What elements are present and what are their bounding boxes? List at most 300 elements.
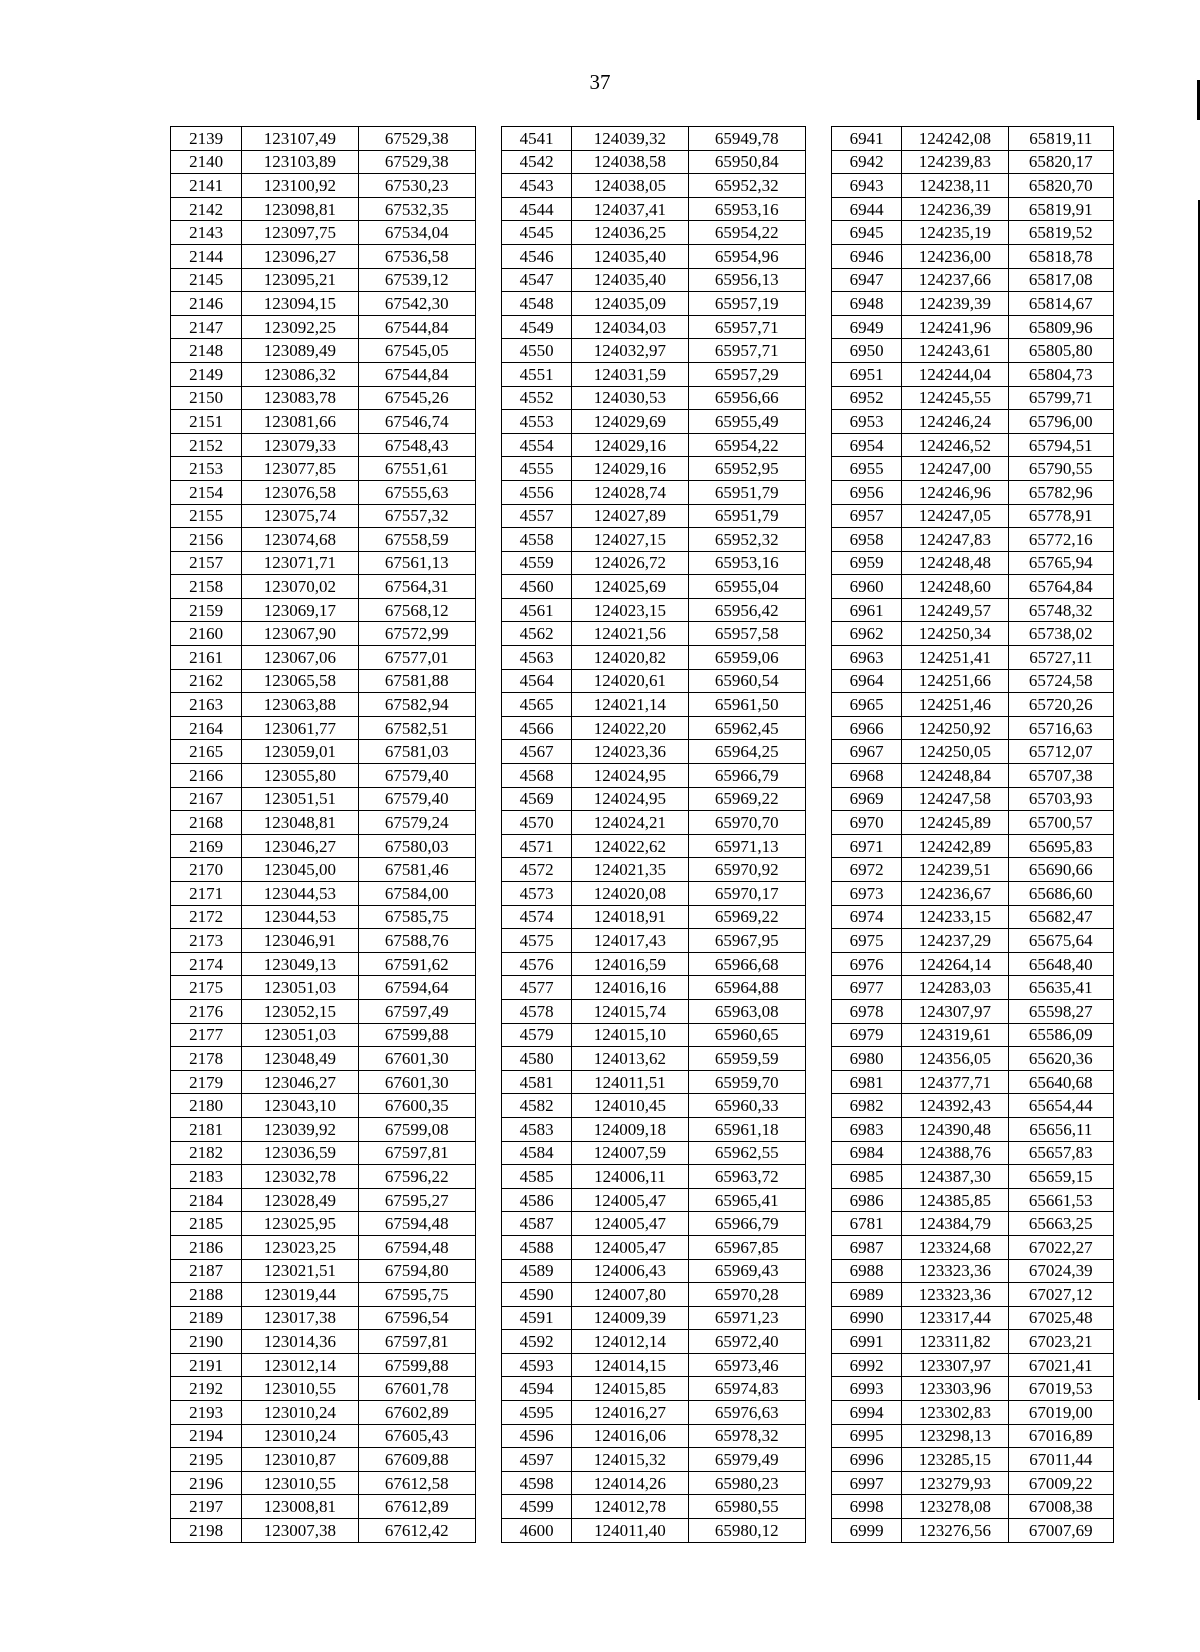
point-number-cell: 4563 [502,646,572,670]
point-number-cell: 4598 [502,1471,572,1495]
x-coordinate-cell: 124010,45 [572,1094,688,1118]
column-separator [805,693,831,717]
x-coordinate-cell: 123077,85 [242,457,358,481]
x-coordinate-cell: 123307,97 [902,1353,1008,1377]
point-number-cell: 2160 [171,622,242,646]
column-separator [475,197,501,221]
y-coordinate-cell: 65707,38 [1008,764,1113,788]
y-coordinate-cell: 65648,40 [1008,952,1113,976]
table-row [171,834,1114,858]
point-number-cell: 2146 [171,292,242,316]
x-coordinate-cell: 124034,03 [572,315,688,339]
x-coordinate-cell: 124250,92 [902,716,1008,740]
column-separator [805,1519,831,1543]
x-coordinate-cell: 124022,62 [572,834,688,858]
table-row [171,1212,1114,1236]
point-number-cell: 6968 [832,764,902,788]
point-number-cell: 4574 [502,905,572,929]
point-number-cell: 4573 [502,882,572,906]
column-separator [805,1306,831,1330]
y-coordinate-cell: 67579,24 [358,811,475,835]
column-separator [475,244,501,268]
y-coordinate-cell: 67019,00 [1008,1401,1113,1425]
table-row [171,1448,1114,1472]
y-coordinate-cell: 65657,83 [1008,1141,1113,1165]
y-coordinate-cell: 65700,57 [1008,811,1113,835]
point-number-cell: 6983 [832,1117,902,1141]
x-coordinate-cell: 123023,25 [242,1235,358,1259]
column-separator [475,457,501,481]
y-coordinate-cell: 67597,49 [358,999,475,1023]
y-coordinate-cell: 65980,55 [688,1495,805,1519]
point-number-cell: 4553 [502,410,572,434]
x-coordinate-cell: 124029,16 [572,457,688,481]
point-number-cell: 6964 [832,669,902,693]
x-coordinate-cell: 123071,71 [242,551,358,575]
x-coordinate-cell: 124015,32 [572,1448,688,1472]
column-separator [475,811,501,835]
point-number-cell: 4585 [502,1165,572,1189]
column-separator [805,929,831,953]
column-separator [805,834,831,858]
y-coordinate-cell: 65971,23 [688,1306,805,1330]
point-number-cell: 4568 [502,764,572,788]
y-coordinate-cell: 67545,26 [358,386,475,410]
point-number-cell: 6996 [832,1448,902,1472]
y-coordinate-cell: 67564,31 [358,575,475,599]
point-number-cell: 4554 [502,433,572,457]
point-number-cell: 2182 [171,1141,242,1165]
point-number-cell: 4591 [502,1306,572,1330]
point-number-cell: 2198 [171,1519,242,1543]
x-coordinate-cell: 124251,66 [902,669,1008,693]
x-coordinate-cell: 124233,15 [902,905,1008,929]
y-coordinate-cell: 67596,22 [358,1165,475,1189]
x-coordinate-cell: 124036,25 [572,221,688,245]
y-coordinate-cell: 67022,27 [1008,1235,1113,1259]
y-coordinate-cell: 65957,29 [688,362,805,386]
column-separator [475,858,501,882]
y-coordinate-cell: 67601,30 [358,1047,475,1071]
x-coordinate-cell: 124239,39 [902,292,1008,316]
point-number-cell: 6975 [832,929,902,953]
point-number-cell: 2147 [171,315,242,339]
table-row [171,811,1114,835]
x-coordinate-cell: 123276,56 [902,1519,1008,1543]
point-number-cell: 4594 [502,1377,572,1401]
table-row [171,410,1114,434]
point-number-cell: 2191 [171,1353,242,1377]
x-coordinate-cell: 124035,40 [572,244,688,268]
x-coordinate-cell: 123046,91 [242,929,358,953]
column-separator [805,1188,831,1212]
table-row [171,858,1114,882]
y-coordinate-cell: 65817,08 [1008,268,1113,292]
point-number-cell: 4597 [502,1448,572,1472]
table-row [171,1165,1114,1189]
column-separator [475,1165,501,1189]
table-row [171,362,1114,386]
x-coordinate-cell: 123051,03 [242,976,358,1000]
column-separator [805,221,831,245]
point-number-cell: 2186 [171,1235,242,1259]
x-coordinate-cell: 124026,72 [572,551,688,575]
column-separator [805,1424,831,1448]
x-coordinate-cell: 124356,05 [902,1047,1008,1071]
y-coordinate-cell: 65964,25 [688,740,805,764]
point-number-cell: 6999 [832,1519,902,1543]
column-separator [805,528,831,552]
point-number-cell: 6963 [832,646,902,670]
y-coordinate-cell: 67027,12 [1008,1283,1113,1307]
x-coordinate-cell: 123303,96 [902,1377,1008,1401]
y-coordinate-cell: 67612,42 [358,1519,475,1543]
column-separator [805,1401,831,1425]
y-coordinate-cell: 65970,70 [688,811,805,835]
x-coordinate-cell: 124377,71 [902,1070,1008,1094]
y-coordinate-cell: 65954,22 [688,433,805,457]
y-coordinate-cell: 65818,78 [1008,244,1113,268]
column-separator [475,622,501,646]
y-coordinate-cell: 67544,84 [358,362,475,386]
point-number-cell: 2141 [171,174,242,198]
x-coordinate-cell: 123045,00 [242,858,358,882]
y-coordinate-cell: 67612,58 [358,1471,475,1495]
x-coordinate-cell: 124319,61 [902,1023,1008,1047]
x-coordinate-cell: 123103,89 [242,150,358,174]
point-number-cell: 6982 [832,1094,902,1118]
x-coordinate-cell: 123010,24 [242,1401,358,1425]
x-coordinate-cell: 124246,96 [902,480,1008,504]
column-separator [805,150,831,174]
point-number-cell: 4583 [502,1117,572,1141]
x-coordinate-cell: 124244,04 [902,362,1008,386]
y-coordinate-cell: 67594,64 [358,976,475,1000]
column-separator [805,1117,831,1141]
y-coordinate-cell: 65720,26 [1008,693,1113,717]
point-number-cell: 2167 [171,787,242,811]
column-separator [475,693,501,717]
x-coordinate-cell: 123043,10 [242,1094,358,1118]
table-row [171,1070,1114,1094]
x-coordinate-cell: 124250,05 [902,740,1008,764]
point-number-cell: 4593 [502,1353,572,1377]
y-coordinate-cell: 65640,68 [1008,1070,1113,1094]
x-coordinate-cell: 123017,38 [242,1306,358,1330]
point-number-cell: 2161 [171,646,242,670]
y-coordinate-cell: 65690,66 [1008,858,1113,882]
point-number-cell: 2194 [171,1424,242,1448]
point-number-cell: 2177 [171,1023,242,1047]
x-coordinate-cell: 123098,81 [242,197,358,221]
y-coordinate-cell: 65956,13 [688,268,805,292]
x-coordinate-cell: 123061,77 [242,716,358,740]
y-coordinate-cell: 65748,32 [1008,598,1113,622]
column-separator [805,457,831,481]
x-coordinate-cell: 124031,59 [572,362,688,386]
y-coordinate-cell: 67016,89 [1008,1424,1113,1448]
point-number-cell: 4572 [502,858,572,882]
coordinates-table [170,126,1114,1543]
y-coordinate-cell: 67599,08 [358,1117,475,1141]
x-coordinate-cell: 124245,89 [902,811,1008,835]
x-coordinate-cell: 124027,15 [572,528,688,552]
point-number-cell: 4590 [502,1283,572,1307]
y-coordinate-cell: 67558,59 [358,528,475,552]
table-row [171,740,1114,764]
column-separator [475,669,501,693]
y-coordinate-cell: 65959,06 [688,646,805,670]
table-row [171,598,1114,622]
column-separator [805,622,831,646]
point-number-cell: 6990 [832,1306,902,1330]
point-number-cell: 2181 [171,1117,242,1141]
column-separator [805,551,831,575]
x-coordinate-cell: 124029,16 [572,433,688,457]
column-separator [805,1235,831,1259]
point-number-cell: 6974 [832,905,902,929]
column-separator [805,858,831,882]
x-coordinate-cell: 123014,36 [242,1330,358,1354]
x-coordinate-cell: 124027,89 [572,504,688,528]
point-number-cell: 2163 [171,693,242,717]
y-coordinate-cell: 67602,89 [358,1401,475,1425]
column-separator [475,1212,501,1236]
x-coordinate-cell: 123311,82 [902,1330,1008,1354]
point-number-cell: 6971 [832,834,902,858]
x-coordinate-cell: 123046,27 [242,1070,358,1094]
x-coordinate-cell: 124237,66 [902,268,1008,292]
x-coordinate-cell: 124246,24 [902,410,1008,434]
y-coordinate-cell: 65796,00 [1008,410,1113,434]
x-coordinate-cell: 123025,95 [242,1212,358,1236]
column-separator [805,787,831,811]
point-number-cell: 2140 [171,150,242,174]
y-coordinate-cell: 65953,16 [688,551,805,575]
x-coordinate-cell: 123021,51 [242,1259,358,1283]
y-coordinate-cell: 67568,12 [358,598,475,622]
x-coordinate-cell: 123067,90 [242,622,358,646]
table-row [171,528,1114,552]
column-separator [475,1448,501,1472]
table-row [171,575,1114,599]
column-separator [805,575,831,599]
x-coordinate-cell: 123317,44 [902,1306,1008,1330]
point-number-cell: 4550 [502,339,572,363]
column-separator [475,598,501,622]
point-number-cell: 6957 [832,504,902,528]
page-number: 37 [589,70,611,94]
y-coordinate-cell: 65970,17 [688,882,805,906]
point-number-cell: 2151 [171,410,242,434]
point-number-cell: 2173 [171,929,242,953]
y-coordinate-cell: 67579,40 [358,764,475,788]
x-coordinate-cell: 123010,24 [242,1424,358,1448]
column-separator [475,999,501,1023]
y-coordinate-cell: 65957,71 [688,315,805,339]
table-row [171,315,1114,339]
point-number-cell: 2148 [171,339,242,363]
column-separator [805,976,831,1000]
x-coordinate-cell: 124016,27 [572,1401,688,1425]
point-number-cell: 2190 [171,1330,242,1354]
column-separator [805,268,831,292]
y-coordinate-cell: 67529,38 [358,150,475,174]
y-coordinate-cell: 67539,12 [358,268,475,292]
point-number-cell: 4576 [502,952,572,976]
x-coordinate-cell: 123065,58 [242,669,358,693]
table-row [171,292,1114,316]
x-coordinate-cell: 124250,34 [902,622,1008,646]
y-coordinate-cell: 65804,73 [1008,362,1113,386]
y-coordinate-cell: 65675,64 [1008,929,1113,953]
point-number-cell: 4596 [502,1424,572,1448]
column-separator [805,362,831,386]
column-separator [805,1165,831,1189]
point-number-cell: 2168 [171,811,242,835]
y-coordinate-cell: 65978,32 [688,1424,805,1448]
point-number-cell: 4549 [502,315,572,339]
y-coordinate-cell: 67555,63 [358,480,475,504]
column-separator [805,882,831,906]
point-number-cell: 2162 [171,669,242,693]
point-number-cell: 4595 [502,1401,572,1425]
x-coordinate-cell: 123010,87 [242,1448,358,1472]
y-coordinate-cell: 65959,59 [688,1047,805,1071]
x-coordinate-cell: 123055,80 [242,764,358,788]
y-coordinate-cell: 67579,40 [358,787,475,811]
column-separator [805,646,831,670]
column-separator [475,1070,501,1094]
point-number-cell: 6969 [832,787,902,811]
x-coordinate-cell: 124251,46 [902,693,1008,717]
y-coordinate-cell: 65963,08 [688,999,805,1023]
column-separator [475,339,501,363]
column-separator [805,669,831,693]
x-coordinate-cell: 124243,61 [902,339,1008,363]
y-coordinate-cell: 67588,76 [358,929,475,953]
column-separator [475,480,501,504]
x-coordinate-cell: 124021,14 [572,693,688,717]
table-row [171,268,1114,292]
x-coordinate-cell: 124247,83 [902,528,1008,552]
x-coordinate-cell: 124387,30 [902,1165,1008,1189]
point-number-cell: 2180 [171,1094,242,1118]
column-separator [805,1094,831,1118]
x-coordinate-cell: 124247,05 [902,504,1008,528]
x-coordinate-cell: 124015,74 [572,999,688,1023]
x-coordinate-cell: 124388,76 [902,1141,1008,1165]
table-row [171,1330,1114,1354]
table-body [171,127,1114,1543]
x-coordinate-cell: 124248,84 [902,764,1008,788]
point-number-cell: 6970 [832,811,902,835]
y-coordinate-cell: 67025,48 [1008,1306,1113,1330]
x-coordinate-cell: 123049,13 [242,952,358,976]
column-separator [805,315,831,339]
y-coordinate-cell: 65957,58 [688,622,805,646]
y-coordinate-cell: 67599,88 [358,1023,475,1047]
column-separator [805,1495,831,1519]
point-number-cell: 4561 [502,598,572,622]
column-separator [475,292,501,316]
x-coordinate-cell: 124020,08 [572,882,688,906]
point-number-cell: 2192 [171,1377,242,1401]
y-coordinate-cell: 67597,81 [358,1330,475,1354]
column-separator [805,1047,831,1071]
x-coordinate-cell: 123076,58 [242,480,358,504]
column-separator [475,433,501,457]
y-coordinate-cell: 67557,32 [358,504,475,528]
y-coordinate-cell: 65963,72 [688,1165,805,1189]
point-number-cell: 4543 [502,174,572,198]
x-coordinate-cell: 124012,78 [572,1495,688,1519]
point-number-cell: 4557 [502,504,572,528]
column-separator [475,976,501,1000]
y-coordinate-cell: 67609,88 [358,1448,475,1472]
table-row [171,339,1114,363]
y-coordinate-cell: 65686,60 [1008,882,1113,906]
column-separator [475,1424,501,1448]
point-number-cell: 4565 [502,693,572,717]
column-separator [805,1259,831,1283]
x-coordinate-cell: 124038,58 [572,150,688,174]
table-row [171,1259,1114,1283]
column-separator [805,504,831,528]
point-number-cell: 6995 [832,1424,902,1448]
point-number-cell: 4555 [502,457,572,481]
y-coordinate-cell: 65962,55 [688,1141,805,1165]
table-row [171,1235,1114,1259]
point-number-cell: 6967 [832,740,902,764]
column-separator [475,575,501,599]
x-coordinate-cell: 124024,21 [572,811,688,835]
point-number-cell: 6950 [832,339,902,363]
column-separator [475,1117,501,1141]
point-number-cell: 4556 [502,480,572,504]
point-number-cell: 4586 [502,1188,572,1212]
x-coordinate-cell: 123063,88 [242,693,358,717]
x-coordinate-cell: 124011,51 [572,1070,688,1094]
x-coordinate-cell: 123044,53 [242,882,358,906]
point-number-cell: 4569 [502,787,572,811]
x-coordinate-cell: 124005,47 [572,1235,688,1259]
x-coordinate-cell: 124013,62 [572,1047,688,1071]
column-separator [475,1495,501,1519]
x-coordinate-cell: 124021,56 [572,622,688,646]
y-coordinate-cell: 67591,62 [358,952,475,976]
x-coordinate-cell: 124384,79 [902,1212,1008,1236]
table-row [171,882,1114,906]
y-coordinate-cell: 65973,46 [688,1353,805,1377]
column-separator [475,268,501,292]
column-separator [475,929,501,953]
table-row [171,1519,1114,1543]
y-coordinate-cell: 67551,61 [358,457,475,481]
point-number-cell: 2193 [171,1401,242,1425]
y-coordinate-cell: 65980,23 [688,1471,805,1495]
y-coordinate-cell: 65969,22 [688,787,805,811]
point-number-cell: 2158 [171,575,242,599]
point-number-cell: 6993 [832,1377,902,1401]
table-row [171,693,1114,717]
table-row [171,1094,1114,1118]
y-coordinate-cell: 65961,18 [688,1117,805,1141]
table-row [171,174,1114,198]
x-coordinate-cell: 124236,00 [902,244,1008,268]
point-number-cell: 4541 [502,127,572,151]
y-coordinate-cell: 65819,91 [1008,197,1113,221]
